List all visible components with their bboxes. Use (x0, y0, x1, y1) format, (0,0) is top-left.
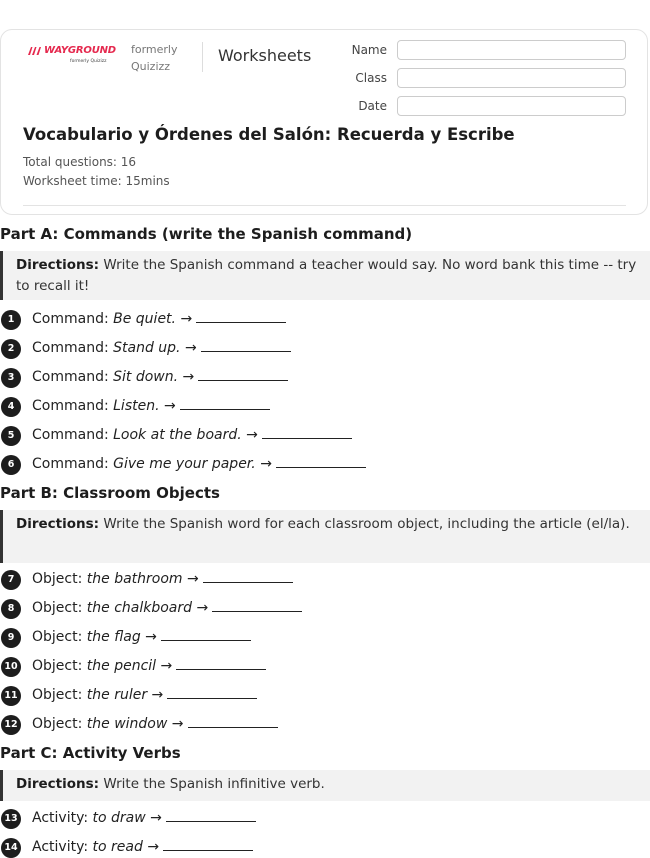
question-text: Command: Stand up. → (32, 337, 291, 359)
question-number-badge: 13 (1, 809, 21, 829)
answer-blank[interactable] (180, 395, 270, 410)
part-b-directions (0, 510, 650, 563)
question-text: Object: the bathroom → (32, 568, 293, 590)
directions-text: Write the Spanish infinitive verb. (103, 776, 325, 792)
worksheets-label: Worksheets (218, 46, 312, 65)
question-text: Command: Give me your paper. → (32, 453, 366, 475)
question-text: Object: the pencil → (32, 655, 266, 677)
brand-name: WAYGROUND (44, 45, 116, 56)
question-item (0, 308, 650, 330)
question-text: Object: the flag → (32, 626, 251, 648)
class-label: Class (355, 71, 387, 85)
answer-blank[interactable] (196, 308, 286, 323)
wayground-logo-icon (28, 46, 42, 56)
question-number-badge: 1 (1, 310, 21, 330)
quizizz-line: Quizizz (131, 60, 171, 73)
question-item (0, 713, 650, 735)
formerly-line: formerly (131, 43, 178, 56)
question-text: Object: the chalkboard → (32, 597, 302, 619)
question-item (0, 395, 650, 417)
name-field[interactable] (397, 40, 626, 60)
date-field[interactable] (397, 96, 626, 116)
header-rule (23, 205, 626, 206)
question-number-badge: 4 (1, 397, 21, 417)
question-item (0, 366, 650, 388)
question-number-badge: 10 (1, 657, 21, 677)
part-a-directions (0, 251, 650, 300)
question-item (0, 836, 650, 858)
wayground-logo (28, 45, 118, 67)
directions-text: Write the Spanish word for each classroom object, including the article (el/la). (103, 516, 630, 532)
class-field[interactable] (397, 68, 626, 88)
header-divider (202, 42, 203, 72)
question-item (0, 568, 650, 590)
question-item (0, 337, 650, 359)
answer-blank[interactable] (198, 366, 288, 381)
answer-blank[interactable] (163, 836, 253, 851)
question-text: Activity: to draw → (32, 807, 256, 829)
question-item (0, 424, 650, 446)
directions-label: Directions: (16, 776, 100, 792)
part-b-title: Part B: Classroom Objects (0, 484, 220, 502)
question-text: Command: Sit down. → (32, 366, 288, 388)
answer-blank[interactable] (276, 453, 366, 468)
question-number-badge: 3 (1, 368, 21, 388)
worksheet-time: Worksheet time: 15mins (23, 174, 170, 188)
brand-subtitle: formerly Quizizz (70, 59, 107, 64)
part-c-directions (0, 770, 650, 801)
question-item (0, 453, 650, 475)
answer-blank[interactable] (262, 424, 352, 439)
directions-label: Directions: (16, 257, 100, 273)
answer-blank[interactable] (188, 713, 278, 728)
question-text: Command: Listen. → (32, 395, 270, 417)
question-text: Object: the ruler → (32, 684, 257, 706)
name-label: Name (351, 43, 387, 57)
answer-blank[interactable] (167, 684, 257, 699)
question-text: Activity: to read → (32, 836, 253, 858)
directions-text: Write the Spanish command a teacher would say. No word bank this time -- try to recall it! (16, 257, 637, 294)
question-item (0, 807, 650, 829)
question-text: Command: Be quiet. → (32, 308, 286, 330)
question-number-badge: 8 (1, 599, 21, 619)
directions-label: Directions: (16, 516, 100, 532)
answer-blank[interactable] (176, 655, 266, 670)
formerly-quizizz-label (131, 41, 178, 75)
question-number-badge: 11 (1, 686, 21, 706)
question-number-badge: 2 (1, 339, 21, 359)
total-questions: Total questions: 16 (23, 155, 137, 169)
part-a-title: Part A: Commands (write the Spanish command) (0, 225, 413, 243)
question-number-badge: 7 (1, 570, 21, 590)
date-label: Date (358, 99, 387, 113)
answer-blank[interactable] (201, 337, 291, 352)
question-number-badge: 12 (1, 715, 21, 735)
question-item (0, 655, 650, 677)
answer-blank[interactable] (212, 597, 302, 612)
answer-blank[interactable] (161, 626, 251, 641)
answer-blank[interactable] (203, 568, 293, 583)
question-text: Object: the window → (32, 713, 278, 735)
question-number-badge: 9 (1, 628, 21, 648)
question-number-badge: 6 (1, 455, 21, 475)
question-text: Command: Look at the board. → (32, 424, 352, 446)
worksheet-title: Vocabulario y Órdenes del Salón: Recuerda y Escribe (23, 125, 515, 144)
question-number-badge: 14 (1, 838, 21, 858)
question-item (0, 626, 650, 648)
answer-blank[interactable] (166, 807, 256, 822)
part-c-title: Part C: Activity Verbs (0, 744, 181, 762)
question-item (0, 684, 650, 706)
question-item (0, 597, 650, 619)
question-number-badge: 5 (1, 426, 21, 446)
